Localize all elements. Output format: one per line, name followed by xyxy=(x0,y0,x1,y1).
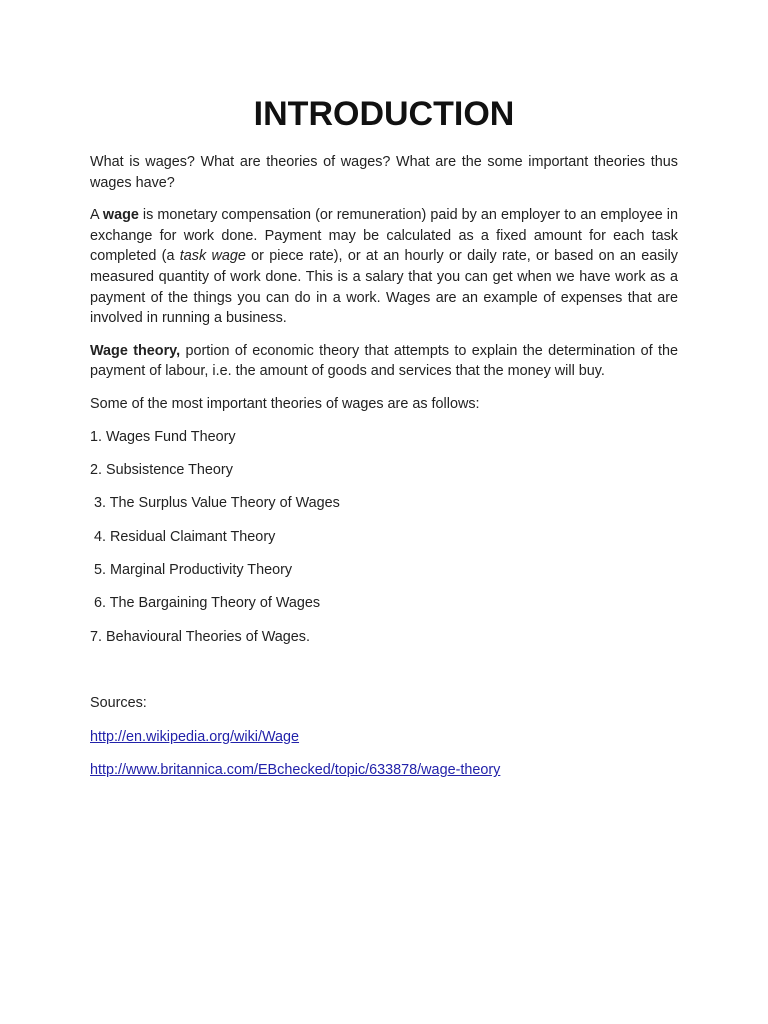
wage-theory-paragraph xyxy=(90,341,678,382)
sources-label: Sources: xyxy=(90,695,147,712)
list-item: 6. The Bargaining Theory of Wages xyxy=(94,595,321,612)
wage-theory-term: Wage theory, xyxy=(90,342,181,359)
theories-list-intro: Some of the most important theories of wages are as follows: xyxy=(90,395,480,412)
wage-definition-lead: A xyxy=(90,207,103,224)
list-item: 2. Subsistence Theory xyxy=(90,461,233,478)
wage-definition-text-1: is monetary compensation (or remuneration) paid by an employer to an employee in exchange for work done. Payment may be calculated as a fixed amount for each task completed (a xyxy=(90,207,679,265)
source-link-item xyxy=(90,760,678,793)
list-item: 5. Marginal Productivity Theory xyxy=(94,562,293,579)
list-item: 3. The Surplus Value Theory of Wages xyxy=(94,495,340,512)
page-title: INTRODUCTION xyxy=(253,95,515,133)
task-wage-term: task wage xyxy=(179,248,246,265)
document-body xyxy=(90,152,678,793)
theories-list xyxy=(90,427,678,661)
wikipedia-source-link[interactable]: http://en.wikipedia.org/wiki/Wage xyxy=(90,728,300,745)
wage-definition-text-2: or piece rate), or at an hourly or daily rate, or based on an easily measured quantity of work done. This is a salary that you can get when we have work as a payment of the things you can do in a work. Wages are an example of expenses that are involved in running a business. xyxy=(90,248,679,327)
wage-definition-paragraph xyxy=(90,205,678,329)
section-spacer xyxy=(90,660,678,693)
source-link-item xyxy=(90,727,678,760)
wage-theory-text: portion of economic theory that attempts to explain the determination of the payment of labour, i.e. the amount of goods and services that the money will buy. xyxy=(90,342,678,380)
list-item: 7. Behavioural Theories of Wages. xyxy=(90,628,310,645)
britannica-source-link[interactable]: http://www.britannica.com/EBchecked/topic/633878/wage-theory xyxy=(90,762,501,779)
list-item: 4. Residual Claimant Theory xyxy=(94,528,276,545)
intro-question: What is wages? What are theories of wages? What are the some important theories thus wages have? xyxy=(90,154,678,191)
list-item: 1. Wages Fund Theory xyxy=(90,428,236,445)
wage-term: wage xyxy=(102,207,139,224)
